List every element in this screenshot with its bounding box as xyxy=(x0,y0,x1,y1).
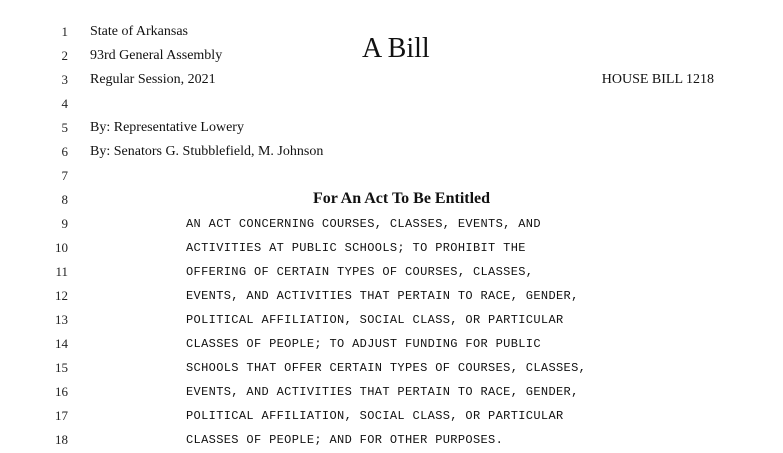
line-number: 15 xyxy=(55,360,68,375)
line-number: 2 xyxy=(61,48,68,63)
sponsor-representative: By: Representative Lowery xyxy=(90,120,244,135)
line-number: 14 xyxy=(55,336,68,351)
act-text-line: CLASSES OF PEOPLE; TO ADJUST FUNDING FOR PUBLIC xyxy=(186,337,541,351)
act-text-line: CLASSES OF PEOPLE; AND FOR OTHER PURPOSES. xyxy=(186,433,504,447)
line-number: 3 xyxy=(61,72,68,87)
act-heading: For An Act To Be Entitled xyxy=(312,190,491,207)
session: Regular Session, 2021 xyxy=(90,72,216,87)
line-number: 6 xyxy=(61,144,68,159)
line-number: 17 xyxy=(55,408,68,423)
line-number: 12 xyxy=(55,288,68,303)
line-number: 4 xyxy=(61,96,68,111)
bill-title: A Bill xyxy=(362,33,430,64)
act-text-line: EVENTS, AND ACTIVITIES THAT PERTAIN TO RACE, GENDER, xyxy=(186,385,579,399)
act-text-line: AN ACT CONCERNING COURSES, CLASSES, EVENTS, AND xyxy=(186,217,541,231)
state-name: State of Arkansas xyxy=(90,24,188,39)
general-assembly: 93rd General Assembly xyxy=(90,48,223,63)
act-text-line: OFFERING OF CERTAIN TYPES OF COURSES, CLASSES, xyxy=(186,265,534,279)
line-number: 10 xyxy=(55,240,68,255)
act-text-line: POLITICAL AFFILIATION, SOCIAL CLASS, OR PARTICULAR xyxy=(186,313,564,327)
line-number: 13 xyxy=(55,312,68,327)
line-number: 5 xyxy=(61,120,68,135)
act-text-line: SCHOOLS THAT OFFER CERTAIN TYPES OF COURSES, CLASSES, xyxy=(186,361,587,375)
line-number: 11 xyxy=(55,264,68,279)
line-number: 16 xyxy=(55,384,68,399)
line-number: 7 xyxy=(61,168,68,183)
line-number: 18 xyxy=(55,432,68,447)
bill-number: HOUSE BILL 1218 xyxy=(601,72,714,87)
line-number: 8 xyxy=(61,192,68,207)
sponsor-senators: By: Senators G. Stubblefield, M. Johnson xyxy=(90,144,324,159)
act-text-line: EVENTS, AND ACTIVITIES THAT PERTAIN TO RACE, GENDER, xyxy=(186,289,579,303)
act-text-line: ACTIVITIES AT PUBLIC SCHOOLS; TO PROHIBIT THE xyxy=(186,241,526,255)
line-number: 9 xyxy=(61,216,68,231)
act-text-line: POLITICAL AFFILIATION, SOCIAL CLASS, OR PARTICULAR xyxy=(186,409,564,423)
line-number: 1 xyxy=(61,24,68,39)
